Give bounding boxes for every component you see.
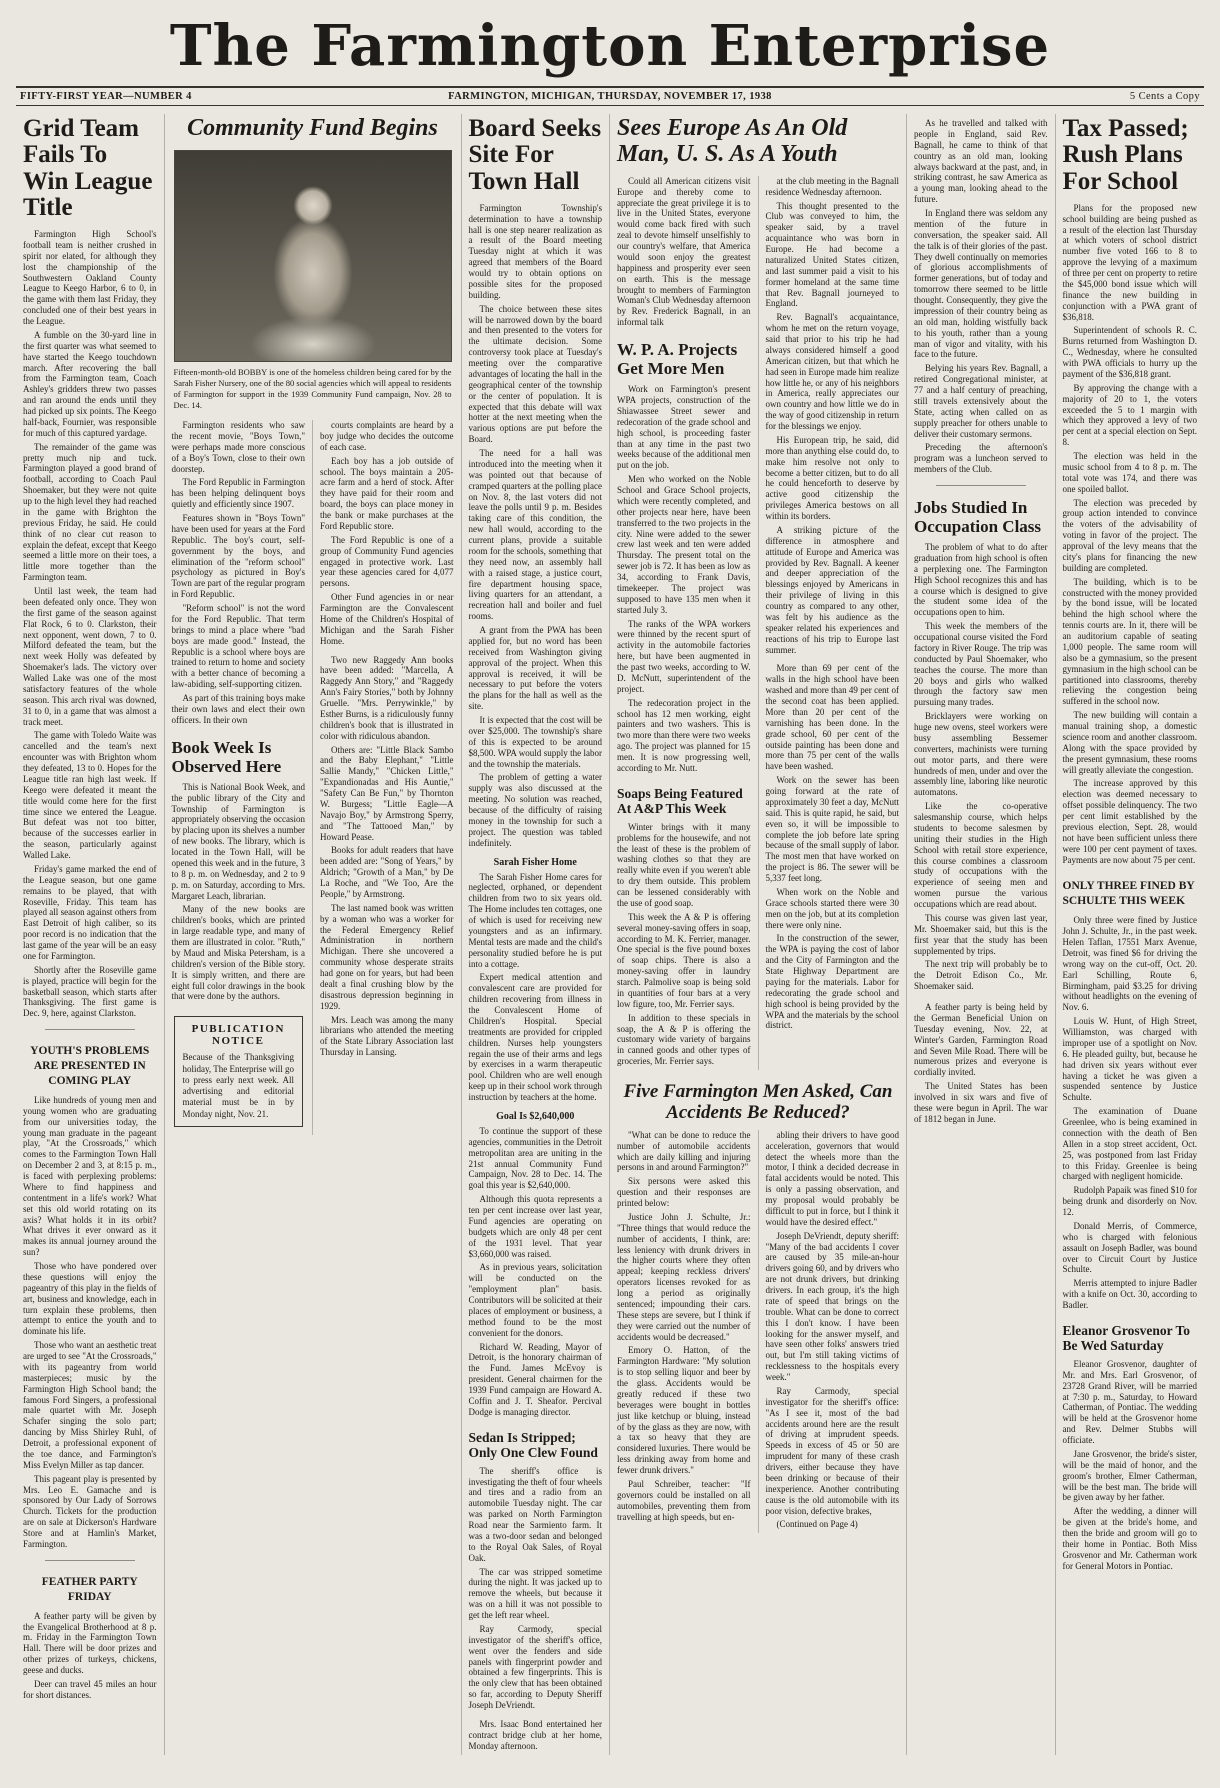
paragraph: The last named book was written by a woman who was a worker for the Federal Emergency Relief Administration in northern Michigan. There she uncovered a community whose desperate straits had gone on for years, but had been dealt a final crushing blow by the disastrous depression beginning in 1929. [320,902,454,1011]
paragraph: The ranks of the WPA workers were thinned by the recent spurt of activity in the automobile factories here, but have been augmented in the past two weeks, according to W. D. McNutt, superintendent of the project. [617,618,751,694]
paragraph: The election was preceded by group action intended to convince the voters of the advisability of voting in favor of the project. The approval of the levy means that the city's plans for financing the new building are completed. [1062,497,1197,573]
paragraph: The increase approved by this election was deemed necessary to offset possible delinquency. The two per cent limit established by the previous election, Sept. 28, would not have been sufficient unless there were 100 per cent payment of taxes. Payments are now about 75 per cent. [1062,778,1197,865]
masthead-rule-bottom [16,105,1204,106]
community-fund-subcolumns [172,420,454,1135]
paragraph: The election was held in the music school from 4 to 8 p. m. The total vote was 174, and there was one spoiled ballot. [1062,451,1197,494]
paragraph: Joseph DeVriendt, deputy sheriff: "Many of the bad accidents I cover are caused by 35 mile-an-hour drivers going 60, and by drivers who are not drunk drivers, but drinking drivers. In each group, it's the high rate of speed that brings on the trouble. What can be done to correct this I don't know. I have been looking for the answer myself, and have seen other folks' answers tried out, but I'm still taking victims of recklessness to the hospitals every week." [765,1230,899,1383]
article-body [23,1611,157,1701]
paragraph: The problem of getting a water supply was also discussed at the meeting. No solution was reached, because of the difficulty of raising money in the township for such a project. The question was tabled indefinitely. [468,772,602,848]
article-body [23,229,157,1019]
paragraph: After the wedding, a dinner will be given at the bride's home, and then the bride and groom will go to their home in Pontiac. Both Miss Grosvenor and Mr. Catherman work for General Motors in Pontiac. [1062,1506,1197,1571]
paragraph: In England there was seldom any mention of the future in conversation, the speaker said. All the talk is of their glories of the past. They dwell continually on memories of glorious accomplishments of former generations, but of today and tomorrow there seemed to be little thought. Consequently, they give the impression of their country being as an old man, holding wistfully back to his youth, rather than a young man of vigor and vitality, with his face to the future. [914,208,1048,360]
article-body [23,1095,157,1550]
paragraph: The next trip will probably be to the Detroit Edison Co., Mr. Shoemaker said. [914,959,1048,992]
subcolumn-right [759,176,900,1070]
headline-tax-passed: Tax Passed; Rush Plans For School [1062,115,1189,195]
paragraph: Like the co-operative salesmanship course, which helps students to become salesmen by uniting their studies in the High School with retail store experience, this course combines a classroom study of occupations with the experience of seeing men and women pursue the various occupations which are read about. [914,801,1048,910]
dateline [16,88,1204,105]
paragraph: Friday's game marked the end of the League season, but one game remains to be played, that with Roseville, Friday. This team has played all season against others from East Detroit of high caliber, so its poor record is no indication that the last game of the year will be an easy one for Farmington. [23,863,157,961]
paragraph: The car was stripped sometime during the night. It was jacked up to remove the wheels, but because it was on a hill it was not possible to get the left rear wheel. [468,1566,602,1621]
paragraph: Like hundreds of young men and young women who are graduating from our universities today, the young man graduate in the pageant play, "At the Crossroads," which comes to the Farmington Town Hall on December 2 and 3, at 8:15 p. m., is faced with perplexing problems: Where to find happiness and contentment in a life's work? What set this old world rotating on its axis? What holds it in its orbit? What drives it ever onward as it makes its annual journey around the sun? [23,1094,157,1258]
headline-jobs-class: Jobs Studied In Occupation Class [914,498,1042,537]
headline-community-fund: Community Fund Begins [187,115,438,141]
paragraph: Rudolph Papaik was fined $10 for being drunk and disorderly on Nov. 12. [1062,1185,1197,1217]
article-body [469,1126,603,1418]
paper-title: The Farmington Enterprise [169,13,1051,79]
volume-number: FIFTY-FIRST YEAR—NUMBER 4 [20,91,192,102]
paragraph: It is expected that the cost will be over $25,000. The township's share of this is expected to be around $8,500. WPA would supply the labor and the township the materials. [468,715,602,769]
paragraph: Rev. Bagnall's acquaintance, whom he met on the return voyage, said that prior to his trip he had always considered himself a good American citizen, but that which he had seen in Europe made him realize how little he, or any of his neighbors in America, really appreciates our own country and how little we do in the way of good citizenship in return for the blessings we enjoy. [765,312,899,432]
article-body [1063,915,1198,1311]
paragraph: Features shown in "Boys Town" have been used for years at the Ford Republic. The boy's court, self-government by the boys, and elimination of the "reform school" psychology as pictured in Boy's Town are part of the regular program in Ford Republic. [171,513,305,600]
section-sarah-fisher [469,857,603,1418]
paragraph: Emory O. Hatton, of the Farmington Hardware: "My solution is to stop selling liquor and beer by the glass. Accidents would be greatly reduced if these two beverages were bought in bottles just like ketchup or bluing, instead of by the glass as they are now, with a tax so heavy that they are considered luxuries. There would be less drinking away from home and fewer drunk drivers." [617,1345,751,1476]
column-7 [907,114,1056,1755]
paragraph: Six persons were asked this question and their responses are printed below: [617,1176,751,1209]
paragraph: Only three were fined by Justice John J. Schulte, Jr., in the past week. Helen Taflan, 17551 Marx Avenue, Detroit, was fined $6 for driving the wrong way on the cut-off, Oct. 20. Earl Schilling, Route 6, Birmingham, paid $3.25 for driving without headlights on the evening of Nov. 6. [1062,915,1197,1013]
paragraph: Paul Schreiber, teacher: "If governors could be installed on all automobiles, preventing them from travelling at high speeds, but en- [617,1478,751,1522]
paragraph: Farmington residents who saw the recent movie, "Boys Town," were perhaps made more conscious of a Boy's Town, close to their own doorstep. [171,420,305,474]
paragraph: To continue the support of these agencies, communities in the Detroit metropolitan area are uniting in the 21st annual Community Fund Campaign, Nov. 28 to Dec. 14. The goal this year is $2,640,000. [468,1125,602,1191]
paragraph: at the club meeting in the Bagnall residence Wednesday afternoon. [765,175,899,197]
paragraph: Winter brings with it many problems for the housewife, and not the least of these is the problem of washing clothes so that they are really white even if you weren't able to dry them outside. This problem can be lessened considerably with the use of good soap. [617,821,751,908]
article-youth-play [23,1044,157,1550]
column-1 [16,114,165,1755]
subcolumn-left [617,176,759,1070]
column-2-3 [165,114,462,1755]
paragraph: The problem of what to do after graduation from high school is often a perplexing one. The Farmington High School recognizes this and has a course which is designed to give the student some idea of the occupations open to him. [914,542,1048,618]
column-4 [462,114,611,1755]
paragraph: The Sarah Fisher Home cares for neglected, orphaned, or dependent children from two to six years old. The Home includes ten cottages, one of which is used for receiving new youngsters and as an infirmary. Mental tests are made and the child's personality studied before he is put into a cottage. [468,871,602,969]
paragraph: Mrs. Leach was among the many librarians who attended the meeting of the State Library Association last Thursday in Lansing. [320,1014,454,1058]
paragraph: Belying his years Rev. Bagnall, a retired Congregational minister, at 77 and a half century of preaching, still travels extensively about the State, acting when called on as supply preacher for others unable to deliver their customary sermons. [914,363,1048,439]
community-fund-figure [172,150,454,411]
date-location: FARMINGTON, MICHIGAN, THURSDAY, NOVEMBER 17, 1938 [448,91,772,102]
article-body [617,176,751,328]
headline-feather-party: FEATHER PARTY FRIDAY [41,1575,138,1603]
paragraph: This pageant play is presented by Mrs. Leo E. Gamache and is sponsored by Our Lady of Sorrows Church. Tickets for the production are on sale at Dickerson's Hardware Store and at Hamlin's Market, Farmington. [23,1473,157,1549]
headline-sedan-stripped: Sedan Is Stripped; Only One Clew Found [468,1429,598,1461]
five-men-subcolumns [617,1130,899,1534]
community-fund-photo [174,150,452,362]
paragraph: The Ford Republic in Farmington has been helping delinquent boys quietly and efficiently since 1907. [171,477,305,510]
article-wpa-projects [617,340,751,774]
paragraph: The redecoration project in the school has 12 men working, eight painters and two washers. This is two more than there were two weeks ago. The project was planned for 15 men. It is now progressing well, according to Mr. Nutt. [617,697,751,773]
paragraph: As he travelled and talked with people in England, said Rev. Bagnall, he came to think of that country as an old man, looking always backward at the past, and, in striking contrast, he saw America as a young man, looking ahead to the future. [914,118,1048,205]
subhead-sarah-fisher: Sarah Fisher Home [493,856,577,868]
section-divider [45,1029,135,1030]
publication-notice-box [174,1016,304,1127]
paragraph: Those who have pondered over these questions will enjoy the pageantry of this play in the fields of art, business and knowledge, each in turn explain these problems, then attempt to entice the youth and to dominate his life. [23,1261,157,1337]
article-body [1063,203,1198,866]
section-divider [45,1560,135,1561]
article-jobs-class [914,498,1048,1125]
masthead [16,13,1204,106]
price: 5 Cents a Copy [1129,91,1200,102]
paragraph: "Reform school" is not the word for the Ford Republic. That term brings to mind a place where "bad boys are made good." Instead, the Republic is a school where boys are trained to return to home and society with a better chance of becoming a law-abiding, self-supporting citizen. [171,603,305,690]
article-body [172,420,306,726]
paragraph: Others are: "Little Black Sambo and the Baby Elephant," "Little Sallie Mandy," "Chicken Little," "Expandionadas and His Auntie," "Safety Can Be Fun," by Thornton W. Burgess; "Little Eagle—A Navajo Boy," by Armstrong Sperry, and "The Tattooed Man," by Howard Pease. [320,744,454,842]
article-body [469,1466,603,1711]
publication-notice-title: PUBLICATION NOTICE [191,1023,285,1048]
article-body [469,872,603,1103]
paragraph: The game with Toledo Waite was cancelled and the team's next encounter was with Brighton whom they defeated, 13 to 0. Hopes for the League title ran high last week. If Keego were defeated it meant the title would come here for the first time since we entered the League. But defeat was not too bitter, because of the successes earlier in the season, particularly against Walled Lake. [23,730,157,860]
paragraph: Eleanor Grosvenor, daughter of Mr. and Mrs. Earl Grosvenor, of 23728 Grand River, will be married at 7:30 p. m., Saturday, to Howard Catherman, of Pontiac. The wedding will be held at the Grosvenor home and Rev. Delmer Stubbs will officiate. [1062,1358,1197,1446]
paragraph: abling their drivers to have good acceleration, governors that would detect the wheels more than the motor, I think a decided decrease in fatal accidents would be noted. This is only a passing observation, and my proposal would probably be difficult to put in force, but I think it would have the desired effect." [765,1129,899,1227]
publication-notice-body: Because of the Thanksgiving holiday, The Enterprise will go to press early next week. All advertising and editorial material must be in by Monday night, Nov. 21. [182,1052,294,1119]
headline-wpa-projects: W. P. A. Projects Get More Men [617,340,738,379]
paragraph: The Ford Republic is one of a group of Community Fund agencies engaged in protective work. Last year these agencies cared for 4,077 persons. [320,534,454,589]
paragraph: This week the members of the occupational course visited the Ford factory in River Rouge. The trip was conducted by Paul Shoemaker, who teaches the course. The more than 20 boys and girls who walked through the factory saw men pursuing many trades. [914,621,1048,708]
paragraph: More than 69 per cent of the walls in the high school have been washed and more than 49 per cent of the second coat has been applied. More than 20 per cent of the varnishing has been done. In the grade school, 60 per cent of the outside painting has been done and more than 75 per cent of the walls have been washed. [765,663,899,772]
paragraph: Superintendent of schools R. C. Burns returned from Washington D. C., Wednesday, where he consulted with PWA officials to hurry up the payment of the $36,818 grant. [1062,325,1197,379]
paragraph: By approving the change with a majority of 20 to 1, the voters exceeded the 5 to 1 margin with which they approved a levy of two per cent at a special election on Sept. 8. [1062,382,1197,448]
paragraph: This course was given last year, Mr. Shoemaker said, but this is the first year that the study has been supplemented by trips. [914,912,1048,956]
article-sedan-stripped [469,1430,603,1752]
sees-europe-subcolumns [617,176,899,1070]
paragraph: A striking picture of the difference in atmosphere and attitude of Europe and America was provided by Rev. Bagnall. A keener and deeper appreciation of the blessings enjoyed by Americans in their privilege of living in this country as compared to any other, was felt by his audience as the speaker related his experiences and reactions of his trip to Europe last summer. [765,524,899,655]
article-grid-team [23,116,157,1019]
paragraph: Bricklayers were working on huge new ovens, steel workers were busy assembling Bessemer converters, machinists were turning out motor parts, and there were hundreds of men, under and over the assembly line, laboring like neurotic automatons. [914,711,1048,798]
article-grosvenor-wedding [1063,1323,1198,1572]
article-body [766,176,900,656]
paragraph: Although this quota represents a ten per cent increase over last year, Fund agencies are operating on budgets which are only 48 per cent of the 1931 level. That year $3,660,000 was raised. [468,1194,602,1259]
headline-soaps: Soaps Being Featured At A&P This Week [617,785,743,817]
paragraph: Farmington High School's football team is neither crushed in spirit nor elated, for although they lost the championship of the Southwestern Oakland County League to Keego Harbor, 6 to 0, in the game with them last Friday, they concluded one of their best years in the League. [23,229,157,326]
headline-sees-europe: Sees Europe As An Old Man, U. S. As A Youth [617,115,848,167]
paragraph: Ray Carmody, special investigator of the sheriff's office, went over the fenders and side panels with fingerprint powder and obtained a few fingerprints. This is the only clew that has been obtained so far, according to Deputy Sheriff Joseph DeVriendt. [468,1623,602,1711]
headline-grid-team: Grid Team Fails To Win League Title [23,115,153,221]
page-columns [16,114,1204,1755]
paragraph: The building, which is to be constructed with the money provided by the bond issue, will be located behind the high school where the tennis courts are. In it, there will be an auditorium capable of seating 1,000 people. The same room will also be a gymnasium, so the present gymnasium in the high school can be partitioned into classrooms, thereby relieving the congestion being suffered in the school now. [1062,576,1197,707]
filler-notes [914,1002,1048,1125]
paragraph: His European trip, he said, did more than anything else could do, to make him resolve not only to become a better citizen, but to do all he could henceforth to deserve by active good citizenship the privileges America bestows on all within its borders. [765,434,899,522]
paragraph: The remainder of the game was pretty much nip and tuck. Farmington played a good brand of football, according to Coach Paul Shoemaker, but they were not quite up to the high level they had reached in the game with Brighton the previous Friday, he said. He could think of no clear cut reason to explain the defeat, except that Keego seemed a little more on their toes, a little more together than the Farmington team. [23,441,157,583]
subcolumn-right [313,420,454,1135]
headline-youth-play: YOUTH'S PROBLEMS ARE PRESENTED IN COMING PLAY [30,1045,150,1087]
wpa-continuation [766,663,900,1031]
headline-book-week: Book Week Is Observed Here [171,737,282,776]
paragraph: Many of the new books are children's books, which are printed in large readable type, and many of them are illustrated in color. "Ruth," by Maud and Miska Petersham, is a children's version of the Bible story. It is simply written, and there are eight full color drawings in the book that were done by the authors. [171,904,305,1002]
paragraph: "What can be done to reduce the number of automobile accidents which are daily killing and injuring persons in and around Farmington?" [617,1129,751,1173]
article-body [320,420,454,647]
article-tax-passed [1063,116,1198,865]
article-book-week [172,738,306,1003]
paragraph: Work on the sewer has been going forward at the rate of approximately 30 feet a day, McNutt said. This is quite rapid, he said, but even so, it will be impossible to complete the job before late spring because of the small supply of labor. The most men that have worked on the project is 86. The sewer will be 5,337 feet long. [765,775,899,884]
paragraph: In the construction of the sewer, the WPA is paying the cost of labor and the City of Farmington and the State Highway Department are paying for the materials. Labor for redecorating the grade school and high school is being provided by the WPA and the materials by the school district. [765,933,899,1031]
paragraph: Expert medical attention and convalescent care are provided for children recovering from illness in the Convalescent Home of Children's Hospital. Special treatments are provided for crippled children. Nurses help youngsters regain the use of their arms and legs by exercises in a warm therapeutic pool. Children who are well enough keep up in their school work through instruction by teachers at the home. [468,972,602,1102]
paragraph: The need for a hall was introduced into the meeting when it was pointed out that because of cramped quarters at the polling place on Nov. 8, the last voters did not leave the polls until 9 p. m. Besides taking care of this condition, the new hall would, according to the current plans, provide a suitable room for the schools, something that they need now, an assembly hall with a raised stage, a justice court, fire department housing space, living quarters for an attendant, a recreation hall and boiler and fuel rooms. [468,448,602,622]
column-5-6 [610,114,907,1755]
paragraph: Other Fund agencies in or near Farmington are the Convalescent Home of the Children's Hospital of Michigan and the Sarah Fisher Home. [320,592,454,646]
subhead-goal: Goal Is $2,640,000 [496,1110,575,1122]
paragraph: Books for adult readers that have been added are: "Song of Years," by Aldrich; "Growth of a Man," by De La Roche, and "We Too, Are the People," by Armstrong. [320,845,454,899]
paragraph: When work on the Noble and Grace schools started there were 30 men on the job, but at its completion there were only nine. [765,886,899,930]
article-body [617,1130,751,1523]
paragraph: Work on Farmington's present WPA projects, construction of the Shiawassee Street sewer and redecoration of the grade school and high school, is proceeding faster than at any time in the past two weeks because of the additional men put on the job. [617,384,751,471]
article-body [1063,1359,1198,1572]
article-five-men [617,1082,899,1533]
article-feather-party [23,1575,157,1701]
paragraph: A feather party will be given by the Evangelical Brotherhood at 8 p. m. Friday in the Farmington Town Hall. There will be door prizes and other prizes of turkeys, chickens, geese and ducks. [23,1610,157,1676]
paragraph: Justice John J. Schulte, Jr.: "Three things that would reduce the number of accidents, I think, are: less leniency with drunk drivers in the higher courts where they often appeal; keeping reckless drivers' operators licenses revoked for as long a period as originally sentenced; impounding their cars. These steps are severe, but I think if they were carried out the number of accidents would be decreased." [617,1211,751,1342]
paragraph: Those who want an aesthetic treat are urged to see "At the Crossroads," with its pageantry from world masterpieces; music by the Farmington High School band; the famous Ford Singers, a professional male quartet with Mr. Joseph Schafer singing the solo part; dancing by Miss Shirley Ruhl, of Detroit, a professional exponent of the toe dance, and Farmington's Miss Evelyn Miller as tap dancer. [23,1340,157,1470]
article-body [172,782,306,1003]
paragraph: A feather party is being held by the German Beneficial Union on Tuesday evening, Nov. 22, at Winter's Garden, Farmington Road and Seven Mile Road. There will be numerous prizes and everyone is cordially invited. [914,1002,1048,1078]
paragraph: Until last week, the team had been defeated only once. They won the first game of the season against Flat Rock, 6 to 0. Clarkston, their next opponent, went down, 7 to 0. Milford defeated the team, but the next week Holly was defeated by Shoemaker's lads. The victory over Walled Lake was one of the most satisfactory features of the whole season. This arch rival was downed, 31 to 0, in a game that was almost a track meet. [23,586,157,727]
subcolumn-left [172,420,314,1135]
section-divider [936,485,1026,486]
paragraph: Two new Raggedy Ann books have been added: "Marcella, A Raggedy Ann Story," and "Raggedy Ann's Fairy Stories," both by Johnny Gruelle. "Mrs. Perrywinkle," by Esther Burns, is a ridiculously funny children's book that is illustrated in color with ridiculous abandon. [320,654,454,741]
paragraph: Plans for the proposed new school building are being pushed as a result of the election last Thursday at which voters of school district number five voted 166 to 8 to approve the levying of a maximum of three per cent on property to retire the $45,000 bond issue which will finance the new building in conjunction with a PWA grant of $36,818. [1062,202,1197,322]
headline-schulte-fines: ONLY THREE FINED BY SCHULTE THIS WEEK [1062,880,1195,908]
paragraph: A fumble on the 30-yard line in the first quarter was what seemed to have started the Keego touchdown march. After recovering the ball from the Farmington team, Coach Ashley's gridders threw two passes and ran around the ends until they had picked up six points. The Keego half-back, Fournier, was responsible for much of this captured yardage. [23,329,157,438]
paragraph: Men who worked on the Noble School and Grace School projects, which were recently completed, and other projects near here, have been transferred to the two projects in the city. Nine were added to the sewer crew last week and ten were added Thursday. The present total on the sewer job is 72. It has been as low as 34, according to Frank Davis, timekeeper. The project was supposed to have 135 men when it started July 3. [617,474,751,615]
paragraph: The United States has been involved in six wars and five of these were begun in April. The war of 1812 began in June. [914,1081,1048,1124]
paragraph: The choice between these sites will be narrowed down by the board and then presented to the voters for the ultimate decision. Some controversy took place at Tuesday's meeting over the comparative advantages of locating the hall in the geographical center of the township or the center of population. It is expected that this debate will wax hotter at the next meeting when the various options are put before the Board. [468,303,602,445]
article-body [469,203,603,849]
paragraph: This week the A & P is offering several money-saving offers in soap, according to M. K. Ferrier, manager. One special is the five pound boxes of soap chips. There is also a money-saving offer in laundry starch. Palmolive soap is being sold in quantities of four bars at a very low figure, too, Mr. Ferrier says. [617,911,751,1009]
paragraph: Jane Grosvenor, the bride's sister, will be the maid of honor, and the groom's brother, Elmer Catherman, will be the best man. The bride will be given away by her father. [1062,1448,1197,1503]
paragraph: This thought presented to the Club was conveyed to him, the speaker said, by a travel acquaintance who was born in Europe. He had become a naturalized United States citizen, and last summer paid a visit to his former homeland at the same time that Rev. Bagnall journeyed to England. [765,200,899,309]
paragraph: The new building will contain a manual training shop, a domestic science room and another classroom. Along with the space provided by the present gymnasium, these rooms will greatly alleviate the congestion. [1062,710,1197,775]
headline-grosvenor-wedding: Eleanor Grosvenor To Be Wed Saturday [1062,1322,1191,1354]
article-body [766,1130,900,1531]
paragraph: Farmington Township's determination to have a township hall is one step nearer realization as a result of the Board meeting Tuesday night at which it was agreed that members of the Board would try to obtain options on possible sites for the proposed building. [468,202,602,300]
article-body [617,384,751,774]
subcolumn-left [617,1130,759,1534]
paragraph: This is National Book Week, and the public library of the City and Township of Farmington is appropriately observing the occasion by placing upon its shelves a number of new books. The library, which is located in the Town Hall, will be opened this week and in the future, 3 to 8 p. m. on Wednesday, and 2 to 9 p. m. on Saturday, according to Mrs. Margaret Leach, librarian. [171,781,305,901]
paragraph: Could all American citizens visit Europe and thereby come to appreciate the great privilege it is to live in the United States, everyone would come back fired with such zeal to devote himself unselfishly to our country's welfare, that America would soon enjoy the greatest happiness and prosperity ever seen on earth. This is the message brought to members of Farmington Woman's Club Wednesday afternoon by Rev. Frederick Bagnall, in an informal talk [617,175,751,328]
article-body [914,542,1048,992]
paragraph: Each boy has a job outside of school. The boys maintain a 205-acre farm and a herd of stock. After they have paid for their room and board, the boys can place money in the bank or make purchases at the Ford Republic store. [320,455,454,531]
article-soaps [617,786,751,1067]
article-board-seeks [469,116,603,849]
paragraph: As part of this training boys make their own laws and elect their own officers. In their own [171,693,305,725]
article-community-fund [172,116,454,1135]
paragraph: A grant from the PWA has been applied for, but no word has been received from Washington giving approval of the project. When this approval is received, it will be necessary to put before the voters the plans for the hall as well as the site. [468,625,602,712]
headline-five-men: Five Farmington Men Asked, Can Accidents Be Reduced? [623,1081,893,1123]
paragraph: Louis W. Hunt, of High Street, Williamston, was charged with improper use of a spotlight on Nov. 6. He pleaded guilty, but, because he had driven six years without ever having a ticket he was given a suspended sentence by Justice Schulte. [1062,1016,1197,1103]
paragraph: The sheriff's office is investigating the theft of four wheels and tires and a radio from an automobile Tuesday night. The car was parked on North Farmington Road near the Sarmiento farm. It was a two-door sedan and belonged to the Royal Oak Sales, of Royal Oak. [468,1465,602,1563]
paragraph: As in previous years, solicitation will be conducted on the "employment plan" basis. Contributors will be solicited at their places of employment or business, a method found to be the most convenient for the donors. [468,1262,602,1338]
paragraph: Richard W. Reading, Mayor of Detroit, is the honorary chairman of the Fund. James McEvoy is president. General chairmen for the 1939 Fund campaign are Howard A. Coffin and J. T. Sheafor. Percival Dodge is managing director. [468,1341,602,1417]
paragraph: Preceding the afternoon's program was a luncheon served to members of the Club. [914,442,1048,475]
paragraph: Merris attempted to injure Badler with a knife on Oct. 30, according to Badler. [1062,1278,1197,1310]
paragraph: Deer can travel 45 miles an hour for short distances. [23,1678,157,1700]
article-body [617,822,751,1067]
paragraph: The examination of Duane Greenlee, who is being examined in connection with the death of Ben Allen in a stop street accident, Oct. 25, was postponed from last Friday to this Friday. Greenlee is being charged with negligent homicide. [1062,1106,1197,1182]
headline-board-seeks: Board Seeks Site For Town Hall [468,115,602,195]
subcolumn-right [759,1130,900,1534]
article-sees-europe [617,116,899,1070]
article-schulte-fines [1063,879,1198,1311]
photo-caption: Fifteen-month-old BOBBY is one of the homeless children being cared for by the Sarah Fisher Nursery, one of the 80 social agencies which will appeal to residents of Farmington for support in the 1939 Community Fund campaign, Nov. 28 to Dec. 14. [173,366,452,411]
social-note: Mrs. Isaac Bond entertained her contract bridge club at her home, Monday afternoon. [468,1718,602,1751]
paragraph: courts complaints are heard by a boy judge who decides the outcome of each case. [320,420,454,452]
paragraph: Donald Merris, of Commerce, who is charged with felonious assault on Joseph Badler, was bound over to Circuit Court by Justice Schulte. [1062,1220,1197,1275]
sees-europe-continuation [914,118,1048,475]
column-8 [1056,114,1205,1755]
paragraph: (Continued on Page 4) [776,1519,858,1530]
paragraph: In addition to these specials in soap, the A & P is offering the customary wide variety of bargains in canned goods and other types of groceries, Mr. Ferrier says. [617,1012,751,1067]
book-week-continuation [320,655,454,1059]
paragraph: Ray Carmody, special investigator for the sheriff's office: "As I see it, most of the bad accidents around here are the result of driving at imprudent speeds. Speeds in excess of 45 or 50 are imprudent for many of these crash drivers, either because they have been drinking or because of their inexperience. Another contributing cause is the old automobile with its poor vision, defective brakes, [765,1385,899,1516]
paragraph: Shortly after the Roseville game is played, practice will begin for the basketball season, which starts after Thanksgiving. The first game is Dec. 9, here, against Clarkston. [23,964,157,1019]
